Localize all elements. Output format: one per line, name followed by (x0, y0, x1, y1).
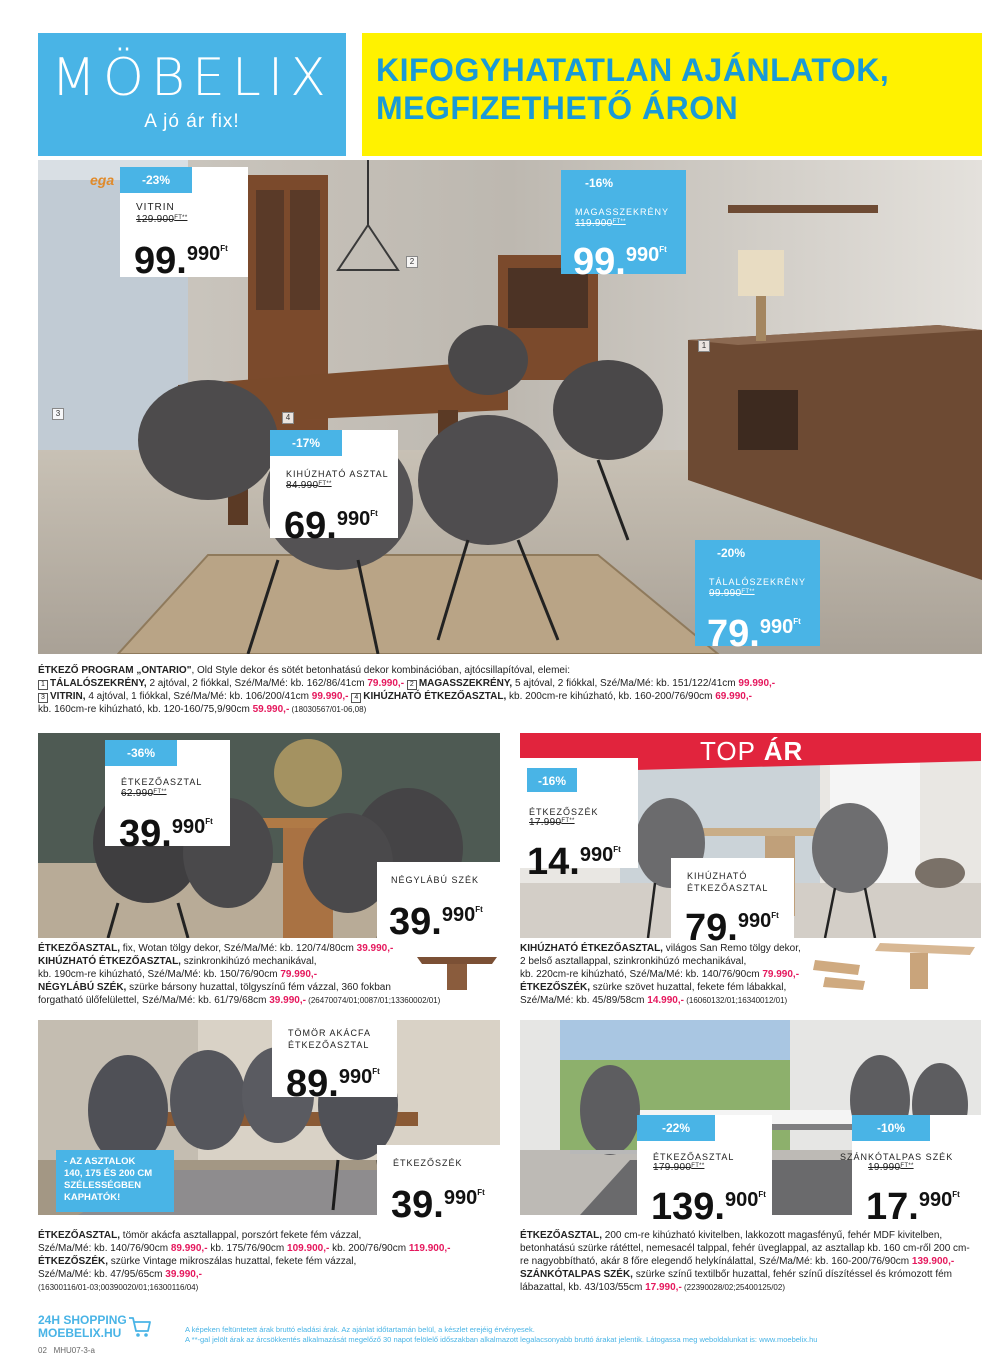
thumbnail-extendable-table (412, 942, 502, 992)
price: 14.$^{990Ft}$ (527, 841, 621, 883)
product-name: TÁLALÓSZEKRÉNY (709, 577, 807, 587)
product-name: NÉGYLÁBÚ SZÉK (391, 875, 480, 885)
product-name: MAGASSZEKRÉNY (575, 207, 670, 217)
discount-badge: -17% (270, 430, 342, 456)
logo-wordmark: MÖBELIX (51, 48, 333, 108)
discount-badge: -16% (527, 768, 577, 792)
product-name: KIHÚZHATÓ ASZTAL (286, 469, 389, 479)
old-price: $84.990^{FT**}$ (286, 480, 332, 491)
price: 99.$^{990Ft}$ (573, 241, 667, 283)
white-table-description: ÉTKEZŐASZTAL, 200 cm-re kihúzható kivitelben, lakkozott magasfényű, fehér MDF kivitelben, betonhatású szürke rátéttel, nemesacél talppal, fehér üveglappal, az asztallap kb. 160 cm-ről 200 cm- re nagyobbítható, akár 8 főre elegendő helykínálattal, Szé/Ma/Mé: kb. 160-200/76/90cm 139.900,- SZÁNKÓTALPAS SZÉK, szürke színű textilbőr huzattal, fehér színű díszítéssel és krómozott fém lábazattal, kb. 43/103/55cm 17.990,- (22390028/02;25400125/02) (520, 1230, 970, 1293)
product-name: VITRIN (136, 202, 175, 213)
product-name-2: ÉTKEZŐASZTAL (288, 1040, 370, 1050)
page-number: 02 MHU07-3-a (38, 1346, 95, 1355)
headline-line-2: MEGFIZETHETŐ ÁRON (376, 90, 739, 126)
headline-line-1: KIFOGYHATATLAN AJÁNLATOK, (376, 52, 890, 88)
price: 79.$^{990Ft}$ (685, 907, 779, 949)
product-name-1: TÖMÖR AKÁCFA (288, 1028, 372, 1038)
footer-shop-link[interactable]: 24H SHOPPING MOEBELIX.HU (38, 1313, 127, 1340)
promo-sizes-badge: - AZ ASZTALOK 140, 175 ÉS 200 CM SZÉLESSÉGBEN KAPHATÓK! (56, 1150, 174, 1212)
price-box-etkezoszek-szurke[interactable] (513, 758, 638, 883)
marker-4: 4 (282, 412, 294, 424)
price: 99.$^{990Ft}$ (134, 240, 228, 282)
moebelix-logo[interactable] (38, 33, 346, 156)
product-name-1: KIHÚZHATÓ (687, 871, 748, 881)
discount-badge: -20% (695, 540, 767, 566)
thumbnail-extendable-table-san-remo (810, 935, 982, 995)
price: 79.$^{990Ft}$ (707, 613, 801, 655)
price-box-etkezoszek-vintage[interactable] (377, 1145, 500, 1226)
price: 39.$^{990Ft}$ (119, 813, 213, 855)
product-name: ÉTKEZŐASZTAL (653, 1152, 735, 1162)
brand-tag-ega: ega (90, 172, 115, 188)
product-name: ÉTKEZŐSZÉK (393, 1158, 463, 1168)
old-price: $62.990^{FT**}$ (121, 788, 167, 799)
price: 17.$^{990Ft}$ (866, 1186, 960, 1228)
discount-badge: -23% (120, 167, 192, 193)
price-box-talaloszekreny[interactable] (695, 540, 820, 655)
price: 89.$^{990Ft}$ (286, 1063, 380, 1105)
product-name: ÉTKEZŐSZÉK (529, 807, 599, 817)
marker-2: 2 (406, 256, 418, 268)
price-box-etkezoasztal-wotan[interactable] (105, 740, 230, 855)
footer-legal-note: A képeken feltüntetett árak bruttó eladási árak. Az ajánlat időtartamán belül, a készlet erejéig érvényesek. A **-gal jelölt árak az árcsökkentés alkalmazását megelőző 30 napot felölelő időszakban alkalmazott legalacsonyabb bruttó árakat jelentik. Látogassa meg weboldalunkat is: www.moebelix.hu (185, 1325, 818, 1344)
logo-slogan: A jó ár fix! (144, 111, 240, 132)
old-price: $99.990^{FT**}$ (709, 588, 755, 599)
price-box-vitrin[interactable] (120, 167, 248, 282)
discount-badge: -22% (637, 1115, 715, 1141)
old-price: $17.990^{FT**}$ (529, 817, 575, 828)
price: 39.$^{990Ft}$ (389, 901, 483, 943)
price-box-magasszekreny[interactable] (561, 170, 686, 283)
price: 39.$^{990Ft}$ (391, 1184, 485, 1226)
akacfa-description: ÉTKEZŐASZTAL, tömör akácfa asztallappal, porszórt fekete fém vázzal, Szé/Ma/Mé: kb. 140/76/90cm 89.990,- kb. 175/76/90cm 109.900,- kb. 200/76/90cm 119.900,- ÉTKEZŐSZÉK, szürke Vintage mikroszálas huzattal, fekete fém vázzal, Szé/Ma/Mé: kb. 47/95/65cm 39.990,- (16300116/01-03;00390020/01;16300116/04) (38, 1230, 451, 1292)
price: 139.$^{900Ft}$ (651, 1186, 766, 1228)
discount-badge: -16% (561, 170, 637, 196)
marker-1: 1 (698, 340, 710, 352)
old-price: $179.900^{FT**}$ (653, 1162, 705, 1173)
shopping-cart-icon[interactable] (128, 1316, 152, 1338)
price-box-szankotalpas-szek[interactable] (840, 1115, 982, 1228)
product-name: ÉTKEZŐASZTAL (121, 777, 203, 787)
headline-banner (362, 33, 982, 156)
top-ar-label: TOP ÁR (700, 736, 804, 766)
discount-badge: -10% (852, 1115, 930, 1141)
ontario-description: ÉTKEZŐ PROGRAM „ONTARIO", Old Style dekor és sötét betonhatású dekor kombinációban, ajtócsillapítóval, elemei: 1 TÁLALÓSZEKRÉNY, 2 ajtóval, 2 fiókkal, Szé/Ma/Mé: kb. 162/86/41cm 79.990,- 2 MAGASSZEKRÉNY, 5 ajtóval, 2 fiókkal, Szé/Ma/Mé: kb. 151/122/41cm 99.990,- 3 VITRIN, 4 ajtóval, 1 fiókkal, Szé/Ma/Mé: kb. 106/200/41cm 99.990,- 4 KIHÚZHATÓ ÉTKEZŐASZTAL, kb. 200cm-re kihúzható, kb. 160-200/76/90cm 69.990,- kb. 160cm-re kihúzható, kb. 120-160/75,9/90cm 59.990,- (18030567/01-06,08) (38, 665, 776, 715)
product-name: SZÁNKÓTALPAS SZÉK (840, 1152, 954, 1162)
price-box-kihuzhato-etkezoasztal-san-remo[interactable] (671, 858, 794, 949)
discount-badge: -36% (105, 740, 177, 766)
old-price: $19.990^{FT**}$ (868, 1162, 914, 1173)
product-name-2: ÉTKEZŐASZTAL (687, 883, 769, 893)
price-box-tomor-akacfa-asztal[interactable] (272, 1015, 397, 1105)
old-price: $119.900^{FT**}$ (575, 218, 626, 229)
price-box-etkezoasztal-white[interactable] (637, 1115, 772, 1228)
price-box-negylabu-szek[interactable] (377, 862, 500, 943)
wotan-description: ÉTKEZŐASZTAL, fix, Wotan tölgy dekor, Szé/Ma/Mé: kb. 120/74/80cm 39.990,- KIHÚZHATÓ ÉTKEZŐASZTAL, szinkronkihúzó mechanikával, kb. 190cm-re kihúzható, Szé/Ma/Mé: kb. 150/76/90cm 79.990,- NÉGYLÁBÚ SZÉK, szürke bársony huzattal, tölgyszínű fém vázzal, 360 fokban forgatható ülőfelülettel, Szé/Ma/Mé: kb. 61/79/68cm 39.990,- (26470074/01;0087/01;13360002/01) (38, 943, 441, 1006)
san-remo-description: KIHÚZHATÓ ÉTKEZŐASZTAL, világos San Remo tölgy dekor, 2 belső asztallappal, szinkronkihúzó mechanikával, kb. 220cm-re kihúzható, Szé/Ma/Mé: kb. 140/76/90cm 79.990,- ÉTKEZŐSZÉK, szürke szövet huzattal, fekete fém lábakkal, Szé/Ma/Mé: kb. 45/89/58cm 14.990,- (16060132/01;16340012/01) (520, 943, 801, 1006)
price-box-kihuzhato-asztal[interactable] (270, 430, 398, 547)
marker-3: 3 (52, 408, 64, 420)
price: 69.$^{990Ft}$ (284, 505, 378, 547)
old-price: $129.900^{FT**}$ (136, 214, 188, 225)
